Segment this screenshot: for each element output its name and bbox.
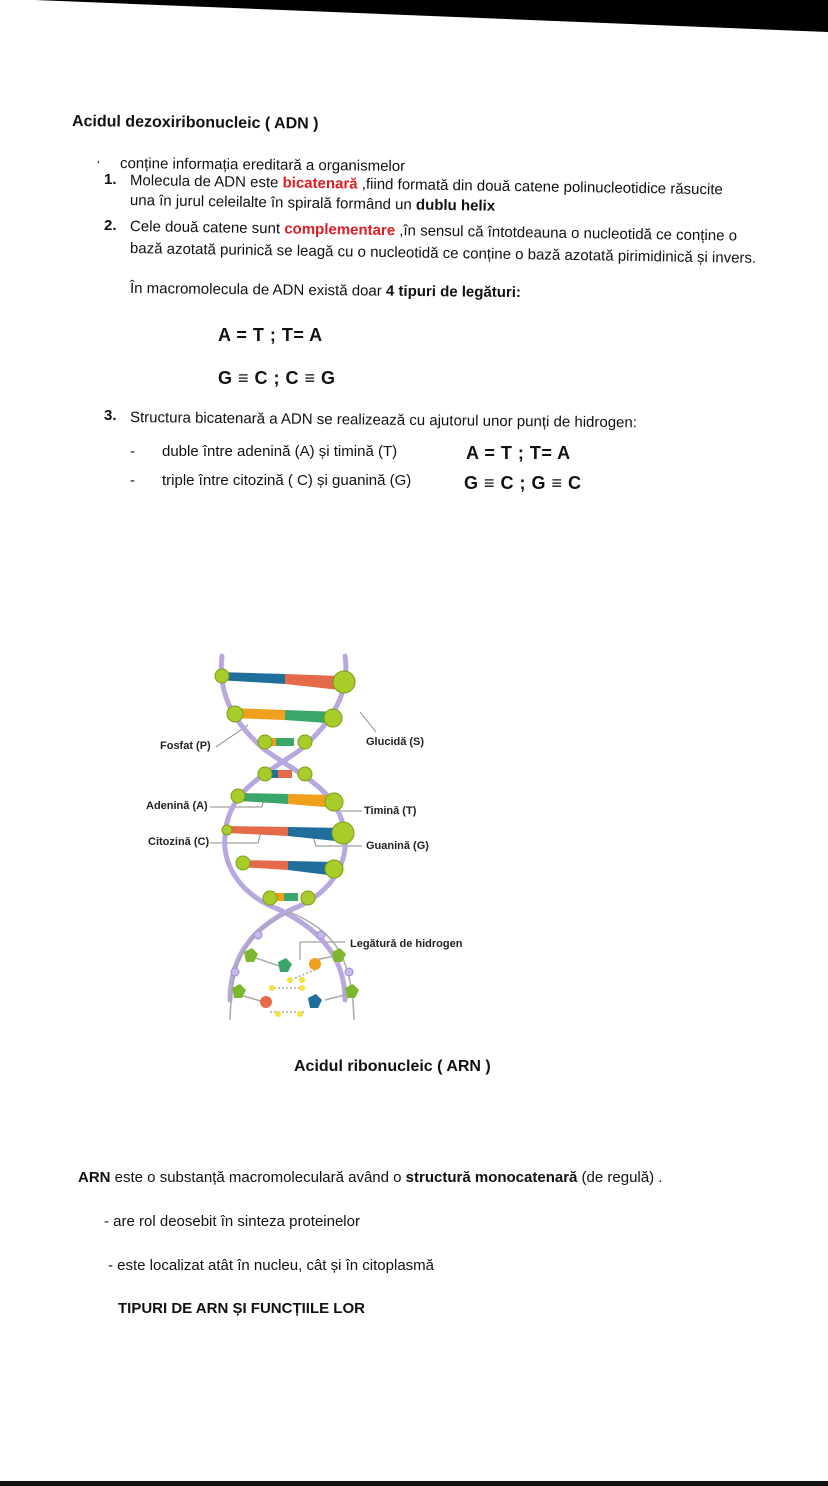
item1-line2 <box>130 192 495 216</box>
arn-bullet-1: - are rol deosebit în sinteza proteinelor <box>104 1213 360 1230</box>
item3-sub1-formula: A = T ; T= A <box>466 443 571 463</box>
dna-double-helix-diagram <box>140 650 485 1030</box>
formula-gc: G ≡ C ; C ≡ G <box>218 368 336 388</box>
label-guanina: Guanină (G) <box>366 840 429 852</box>
item2-line2: bază azotată purinică se leagă cu o nucleotidă ce conține o bază azotată pirimidinică și invers. <box>129 240 757 267</box>
item1-pre: Molecula de ADN este <box>129 172 283 192</box>
label-legatura-hidrogen: Legătură de hidrogen <box>350 938 463 950</box>
label-fosfat: Fosfat (P) <box>160 740 211 752</box>
item2-line3 <box>130 280 521 302</box>
item2-number: 2. <box>104 217 117 234</box>
item3-number: 3. <box>104 407 117 424</box>
adn-bullet-intro: conține informația ereditară a organismelor <box>119 155 406 175</box>
arn-intro <box>78 1169 662 1187</box>
item2-line3-pre: În macromolecula de ADN există doar <box>129 280 387 300</box>
item1-dublu-helix: dublu helix <box>415 196 496 215</box>
arn-title: Acidul ribonucleic ( ARN ) <box>294 1058 491 1075</box>
item3-sub1-bullet: - <box>130 443 135 460</box>
photo-edge-bottom <box>0 1481 828 1486</box>
label-timina: Timină (T) <box>364 805 417 817</box>
arn-intro-end: (de regulă) . <box>577 1169 663 1186</box>
formula-at: A = T ; T= A <box>218 325 323 345</box>
item3-sub1-text: duble între adenină (A) și timină (T) <box>162 443 398 460</box>
arn-intro-structura: structură monocatenară <box>405 1169 578 1186</box>
item2-post: ,în sensul că întotdeauna o nucleotidă ce conține o <box>394 222 738 245</box>
arn-intro-bold-arn: ARN <box>78 1169 111 1186</box>
item2-tipuri-legaturi: 4 tipuri de legături: <box>385 282 522 302</box>
label-adenina: Adenină (A) <box>146 800 208 812</box>
arn-bullet-2: - este localizat atât în nucleu, cât și în citoplasmă <box>108 1257 434 1274</box>
item1-highlight-bicatenara: bicatenară <box>282 174 358 193</box>
item1-line2-pre: una în jurul celeilalte în spirală formând un <box>129 192 417 214</box>
arn-subheading: TIPURI DE ARN ȘI FUNCȚIILE LOR <box>118 1300 365 1317</box>
item1-number: 1. <box>104 171 117 188</box>
bullet-dot: · <box>96 153 101 170</box>
item3-sub2-formula: G ≡ C ; G ≡ C <box>464 473 582 493</box>
adn-title: Acidul dezoxiribonucleic ( ADN ) <box>71 113 319 133</box>
item3-text: Structura bicatenară a ADN se realizează cu ajutorul unor punți de hidrogen: <box>129 409 638 432</box>
label-glucida: Glucidă (S) <box>366 736 425 748</box>
item1-post: ,fiind formată din două catene polinucleotidice răsucite <box>357 175 723 199</box>
item2-pre: Cele două catene sunt <box>129 218 285 238</box>
item3-sub2-bullet: - <box>130 472 135 489</box>
arn-intro-mid: este o substanță macromoleculară având o <box>110 1169 406 1186</box>
item3-sub2-text: triple între citozină ( C) și guanină (G) <box>162 472 412 489</box>
label-citozina: Citozină (C) <box>148 836 210 848</box>
item2-highlight-complementare: complementare <box>284 220 396 240</box>
